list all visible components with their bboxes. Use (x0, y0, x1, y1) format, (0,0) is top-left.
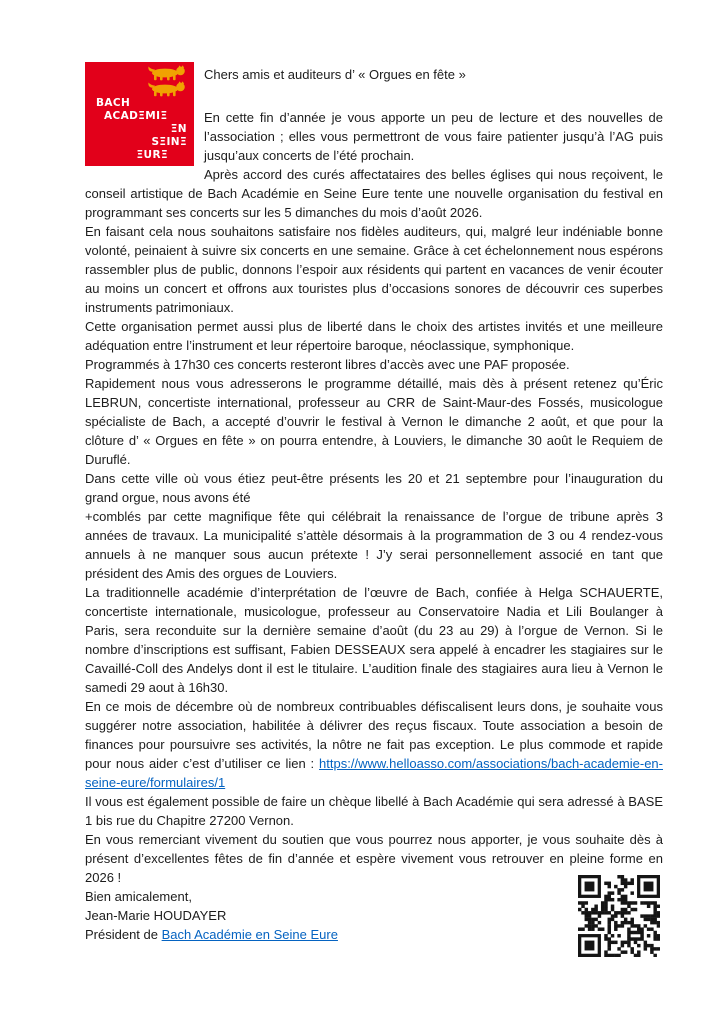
paragraph-intro: En cette fin d’année je vous apporte un peu de lecture et des nouvelles de l’association ; elles vous permettront de vous faire patienter jusqu’à l’AG puis jusqu’aux concerts de l’été prochain. (204, 110, 663, 163)
donation-text: En ce mois de décembre où de nombreux contribuables défiscalisent leurs dons, je souhaite vous suggérer notre association, habilitée à délivrer des reçus fiscaux. Toute association a besoin de finances pour poursuivre ses activités, la nôtre ne fait pas exception. Le plus commode et rapide pour nous aider c’est d’utiliser ce lien : (85, 699, 663, 771)
logo-line-seine: SΞINΞ (151, 136, 187, 148)
paragraph-rapidement: Rapidement nous vous adresserons le programme détaillé, mais dès à présent retenez qu’Éric LEBRUN, concertiste international, professeur au CRR de Saint-Maur-des Fossés, musicologue spécialiste de Bach, a accepté d’ouvrir le festival à Vernon le dimanche 2 août, et que pour la clôture d’ « Orgues en fête » on pourra entendre, à Louviers, le dimanche 30 août le Requiem de Duruflé. (85, 376, 663, 467)
paragraph-organisation: Cette organisation permet aussi plus de liberté dans le choix des artistes invités et une meilleure adéquation entre l’instrument et leur répertoire baroque, néoclassique, symphonique. (85, 319, 663, 353)
paragraph-ville: Dans cette ville où vous étiez peut-être présents les 20 et 21 septembre pour l’inauguration du grand orgue, nous avons été (85, 471, 663, 505)
bach-academie-link[interactable]: Bach Académie en Seine Eure (161, 927, 338, 942)
closing-line: Bien amicalement, (85, 889, 192, 904)
paragraph-apres-accord: Après accord des curés affectataires des belles églises qui nous reçoivent, le conseil artistique de Bach Académie en Seine Eure tente une nouvelle organisation du festival en programmant ses concerts sur les 5 dimanches du mois d’août 2026. (85, 167, 663, 220)
logo-line-en: ΞN (170, 123, 187, 135)
logo-line-academie: ACADΞMIΞ (104, 110, 168, 122)
paragraph-academie: La traditionnelle académie d’interprétation de l’œuvre de Bach, confiée à Helga SCHAUERTE, concertiste internationale, musicologue, professeur au Conservatoire Nadia et Lili Boulanger à Paris, sera reconduite sur la dernière semaine d’août (du 23 au 29) à l’orgue de Vernon. Si le nombre d’inscriptions est suffisant, Fabien DESSEAUX sera appelé à encadrer les stagiaires sur le Cavaillé-Coll des Andelys dont il est le titulaire. L’audition finale des stagiaires aura lieu à Vernon le samedi 29 aout à 16h30. (85, 585, 663, 695)
logo-line-bach: BACH (96, 97, 131, 109)
paragraph-cheque: Il vous est également possible de faire un chèque libellé à Bach Académie qui sera adressé à BASE 1 bis rue du Chapitre 27200 Vernon. (85, 794, 663, 828)
bach-academie-logo (85, 62, 194, 166)
helloasso-donation-link[interactable]: https://www.helloasso.com/associations/bach-academie-en-seine-eure/formulaires/1 (85, 756, 663, 790)
logo-line-eure: ΞURΞ (136, 149, 168, 161)
qr-code (578, 875, 660, 957)
letter-body (85, 62, 663, 944)
paragraph-programmes: Programmés à 17h30 ces concerts resteront libres d’accès avec une PAF proposée. (85, 357, 570, 372)
paragraph-combles: +comblés par cette magnifique fête qui célébrait la renaissance de l’orgue de tribune après 3 années de travaux. La municipalité s’attèle désormais à la programmation de 3 ou 4 rendez-vous annuels à ne manquer sous aucun prétexte ! J’y serai personnellement associé en tant que président des Amis des orgues de Louviers. (85, 509, 663, 581)
paragraph-remerciant: En vous remerciant vivement du soutien que vous pourrez nous apporter, je vous souhaite dès à présent d’excellentes fêtes de fin d’année et espère vivement vous retrouver en pleine forme en 2026 ! (85, 832, 663, 885)
signer-name: Jean-Marie HOUDAYER (85, 908, 227, 923)
paragraph-en-faisant: En faisant cela nous souhaitons satisfaire nos fidèles auditeurs, qui, malgré leur indéniable bonne volonté, peinaient à suivre six concerts en une semaine. Grâce à cet échelonnement nous espérons rassembler plus de public, donnons l’espoir aux résidents qui partent en vacances de venir écouter au moins un concert et offrons aux touristes plus d’occasions sonores de découvrir ces superbes instruments patrimoniaux. (85, 224, 663, 315)
greeting-line: Chers amis et auditeurs d’ « Orgues en fête » (204, 67, 466, 82)
signer-title-prefix: Président de (85, 927, 162, 942)
paragraph-donation (85, 697, 663, 792)
normandy-lions-icon (145, 65, 191, 97)
signer-title (85, 925, 663, 944)
